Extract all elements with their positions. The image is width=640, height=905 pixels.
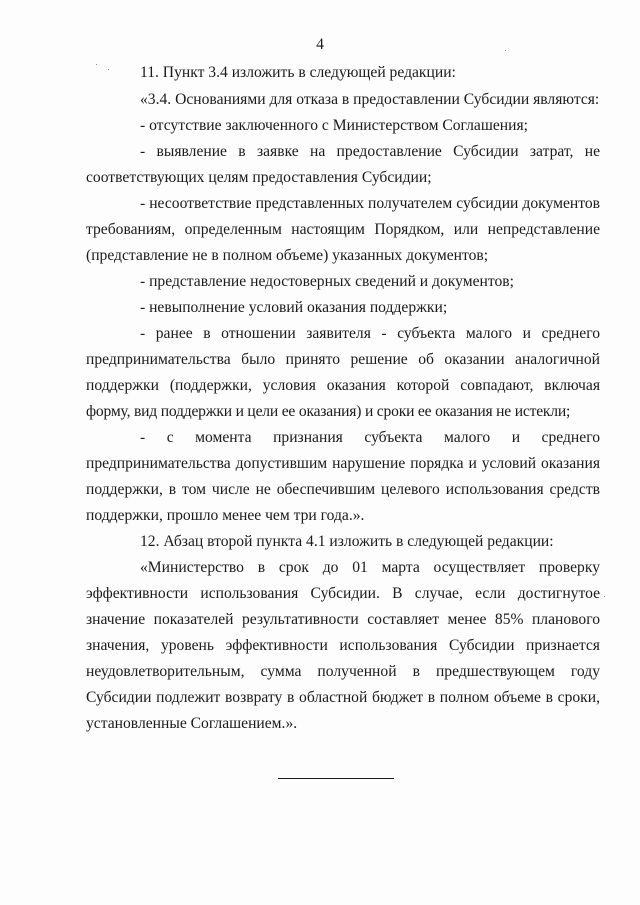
scan-speck xyxy=(505,50,506,51)
text-line: значения, уровень эффективности использования Субсидии признается xyxy=(86,637,600,654)
text-line: неудовлетворительным, сумма полученной в предшествующем году xyxy=(86,663,600,680)
text-line: установленные Соглашением.». xyxy=(86,715,298,732)
item-11-heading: 11. Пункт 3.4 изложить в следующей редакции: xyxy=(140,64,456,81)
text-line: - невыполнение условий оказания поддержки; xyxy=(140,299,448,316)
text-line: значение показателей результативности составляет менее 85% планового xyxy=(86,611,600,628)
text-line: - ранее в отношении заявителя - субъекта малого и среднего xyxy=(140,325,600,342)
text-line: - отсутствие заключенного с Министерством Соглашения; xyxy=(140,117,528,134)
scan-speck xyxy=(96,64,97,65)
scan-speck xyxy=(108,69,109,70)
text-line: поддержки (поддержки, условия оказания которой совпадают, включая xyxy=(86,377,600,394)
text-line: (представление не в полном объеме) указанных документов; xyxy=(86,247,489,264)
text-line: форму, вид поддержки и цели ее оказания) и сроки ее оказания не истекли; xyxy=(86,403,571,420)
text-line: соответствующих целям предоставления Субсидии; xyxy=(86,169,432,186)
text-line: - несоответствие представленных получателем субсидии документов xyxy=(140,195,600,212)
text-line: эффективности использования Субсидии. В случае, если достигнутое xyxy=(86,585,600,602)
text-line: поддержки, прошло менее чем три года.». xyxy=(86,507,365,524)
text-line: - представление недостоверных сведений и документов; xyxy=(140,273,514,290)
footer-divider xyxy=(278,778,394,779)
text-line: поддержки, в том числе не обеспечившим целевого использования средств xyxy=(86,481,600,498)
text-line: предпринимательства допустившим нарушение порядка и условий оказания xyxy=(86,455,600,472)
text-line: предпринимательства было принято решение об оказании аналогичной xyxy=(86,351,600,368)
text-line: Субсидии подлежит возврату в областной бюджет в полном объеме в сроки, xyxy=(86,689,600,706)
page-number: 4 xyxy=(316,36,324,53)
scan-speck xyxy=(604,596,605,597)
text-line: «Министерство в срок до 01 марта осуществляет проверку xyxy=(140,559,600,576)
text-line: - с момента признания субъекта малого и среднего xyxy=(140,429,600,446)
text-line: - выявление в заявке на предоставление Субсидии затрат, не xyxy=(140,143,600,160)
text-line: требованиям, определенным настоящим Порядком, или непредставление xyxy=(86,221,600,238)
item-12-heading: 12. Абзац второй пункта 4.1 изложить в следующей редакции: xyxy=(140,533,554,550)
text-line: «3.4. Основаниями для отказа в предоставлении Субсидии являются: xyxy=(140,91,600,108)
